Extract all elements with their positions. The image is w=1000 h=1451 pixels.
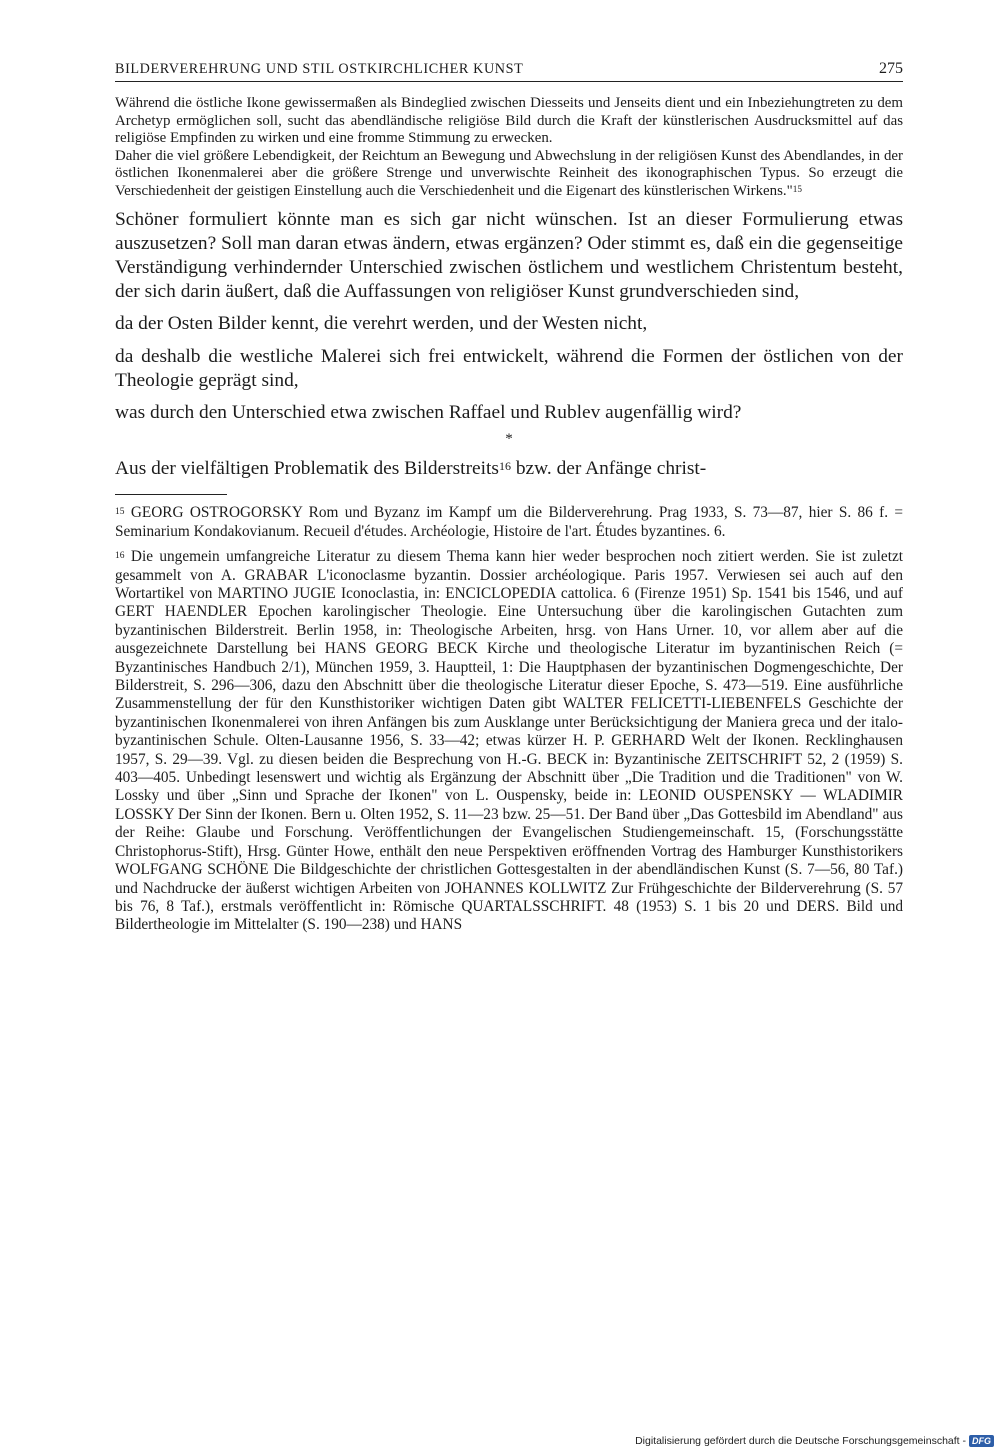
body-paragraph: was durch den Unterschied etwa zwischen Raffael und Rublev augenfällig wird? — [115, 401, 742, 423]
footnote: $^{15}$ GEORG OSTROGORSKY Rom und Byzanz im Kampf um die Bilderverehrung. Prag 1933, S. 73—87, hier S. 86 f. = Seminarium Kondakovianum. Recueil d'études. Archéologie, Histoire de l'art. Études byzantines. 6. — [115, 504, 904, 540]
document-page — [115, 60, 903, 942]
credit-text: Digitalisierung gefördert durch die Deutsche Forschungsgemeinschaft - — [635, 1435, 966, 1447]
body-paragraph: da der Osten Bilder kennt, die verehrt werden, und der Westen nicht, — [115, 313, 648, 335]
dfg-logo: DFG — [969, 1435, 994, 1447]
footnote-ref[interactable]: 16 — [498, 458, 511, 473]
section-divider: * — [505, 431, 513, 448]
quote-paragraph: Daher die viel größere Lebendigkeit, der Reichtum an Bewegung und Abwechslung in der religiösen Kunst des Abendlandes, in der östlichen Ikonenmalerei aber die größere Strenge und unverwischte Reinheit des ikonographischen Typus. So erzeugt die Verschiedenheit der geistigen Einstellung auch die Verschiedenheit und die Eigenart des künstlerischen Wirkens."$^{15}$ — [115, 147, 903, 199]
footnotes — [115, 504, 903, 934]
digitization-credit — [635, 1435, 994, 1447]
running-title: BILDERVEREHRUNG UND STIL OSTKIRCHLICHER KUNST — [115, 61, 524, 77]
footnote-number: 16 — [115, 550, 125, 561]
footnote: $^{16}$ Die ungemein umfangreiche Literatur zu diesem Thema kann hier weder besprochen noch zitiert werden. Sie ist zuletzt gesammelt von A. GRABAR L'iconoclasme byzantin. Dossier archéologique. Paris 1957. Verwiesen sei auch auf den Wortartikel von MARTINO JUGIE Iconoclastia, in: ENCICLOPEDIA cattolica. 6 (Firenze 1951) Sp. 1541 bis 1546, und auf GERT HAENDLER Epochen karolingischer Theologie. Eine Untersuchung über die karolingischen Gutachten zum byzantinischen Bilderstreit. Berlin 1958, in: Theologische Arbeiten, hrsg. von Hans Urner. 10, vor allem aber auf die ausgezeichnete Darstellung bei HANS GEORG BECK Kirche und theologische Literatur im byzantinischen Reich (= Byzantinisches Handbuch 2/1), München 1959, 3. Hauptteil, 1: Die Hauptphasen der byzantinischen Dogmengeschichte, Der Bilderstreit, S. 296—306, dazu den Abschnitt über die theologische Literatur dieser Epoche, S. 473—519. Eine ausführliche Zusammenstellung der für den Kunsthistoriker wichtigen Daten gibt WALTER FELICETTI-LIEBENFELS Geschichte der byzantinischen Ikonenmalerei von ihren Anfängen bis zum Ausklange unter Berücksichtigung der Maniera greca und der italo-byzantinischen Schule. Olten-Lausanne 1956, S. 33—42; etwas kürzer H. P. GERHARD Welt der Ikonen. Recklinghausen 1957, S. 29—39. Vgl. zu diesen beiden die Besprechung von H.-G. BECK in: Byzantinische ZEITSCHRIFT 52, 2 (1959) S. 403—405. Unbedingt lesenswert und wichtig als Ergänzung der Abschnitt über „Die Tradition und die Traditionen" von W. Lossky und über „Sinn und Sprache der Ikonen" von L. Ouspensky, beide in: LEONID OUSPENSKY — WLADIMIR LOSSKY Der Sinn der Ikonen. Bern u. Olten 1952, S. 11—23 bzw. 25—51. Der Band über „Das Gottesbild im Abendland" aus der Reihe: Glaube und Forschung. Veröffentlichungen der Evangelischen Studiengemeinschaft. 15, (Forschungsstätte Christophorus-Stift), Hrsg. Günter Howe, enthält den neue Perspektiven eröffnenden Vortrag des Hamburger Kunsthistorikers WOLFGANG SCHÖNE Die Bildgeschichte der christlichen Gottesgestalten in der abendländischen Kunst (S. 7—56, 80 Taf.) und Nachdrucke der äußerst wichtigen Arbeiten von JOHANNES KOLLWITZ Zur Frühgeschichte der Bilderverehrung (S. 57 bis 76, 8 Taf.), erstmals veröffentlicht in: Römische QUARTALSSCHRIFT. 48 (1953) S. 1 bis 20 und DERS. Bild und Bildertheologie im Mittelalter (S. 190—238) und HANS — [115, 548, 903, 934]
body-paragraph: Aus der vielfältigen Problematik des Bilderstreits$^{16}$ bzw. der Anfänge christ- — [115, 458, 707, 480]
footnote-ref[interactable]: 15 — [792, 183, 802, 194]
block-quote — [115, 95, 903, 201]
main-text — [115, 208, 903, 482]
page-number: 275 — [879, 60, 903, 77]
footnote-separator — [115, 494, 227, 495]
quote-paragraph: Während die östliche Ikone gewissermaßen als Bindeglied zwischen Diesseits und Jenseits dient und ein Inbeziehungtreten zu dem Archetyp ermöglichen soll, sucht das abendländische religiöse Bild durch die Kraft der künstlerischen Ausdrucksmittel auf das religiöse Empfinden zu wirken und eine fromme Stimmung zu erwecken. — [115, 95, 903, 147]
body-paragraph: da deshalb die westliche Malerei sich frei entwickelt, während die Formen der östlichen von der Theologie geprägt sind, — [115, 345, 903, 391]
running-header — [115, 60, 903, 82]
footnote-number: 15 — [115, 507, 125, 518]
body-paragraph: Schöner formuliert könnte man es sich gar nicht wünschen. Ist an dieser Formulierung etwas auszusetzen? Soll man daran etwas ändern, etwas ergänzen? Oder stimmt es, daß ein die gegenseitige Verständigung verhindernder Unterschied zwischen östlichem und westlichem Christentum besteht, der sich darin äußert, daß die Auffassungen von religiöser Kunst grundverschieden sind, — [115, 208, 903, 303]
